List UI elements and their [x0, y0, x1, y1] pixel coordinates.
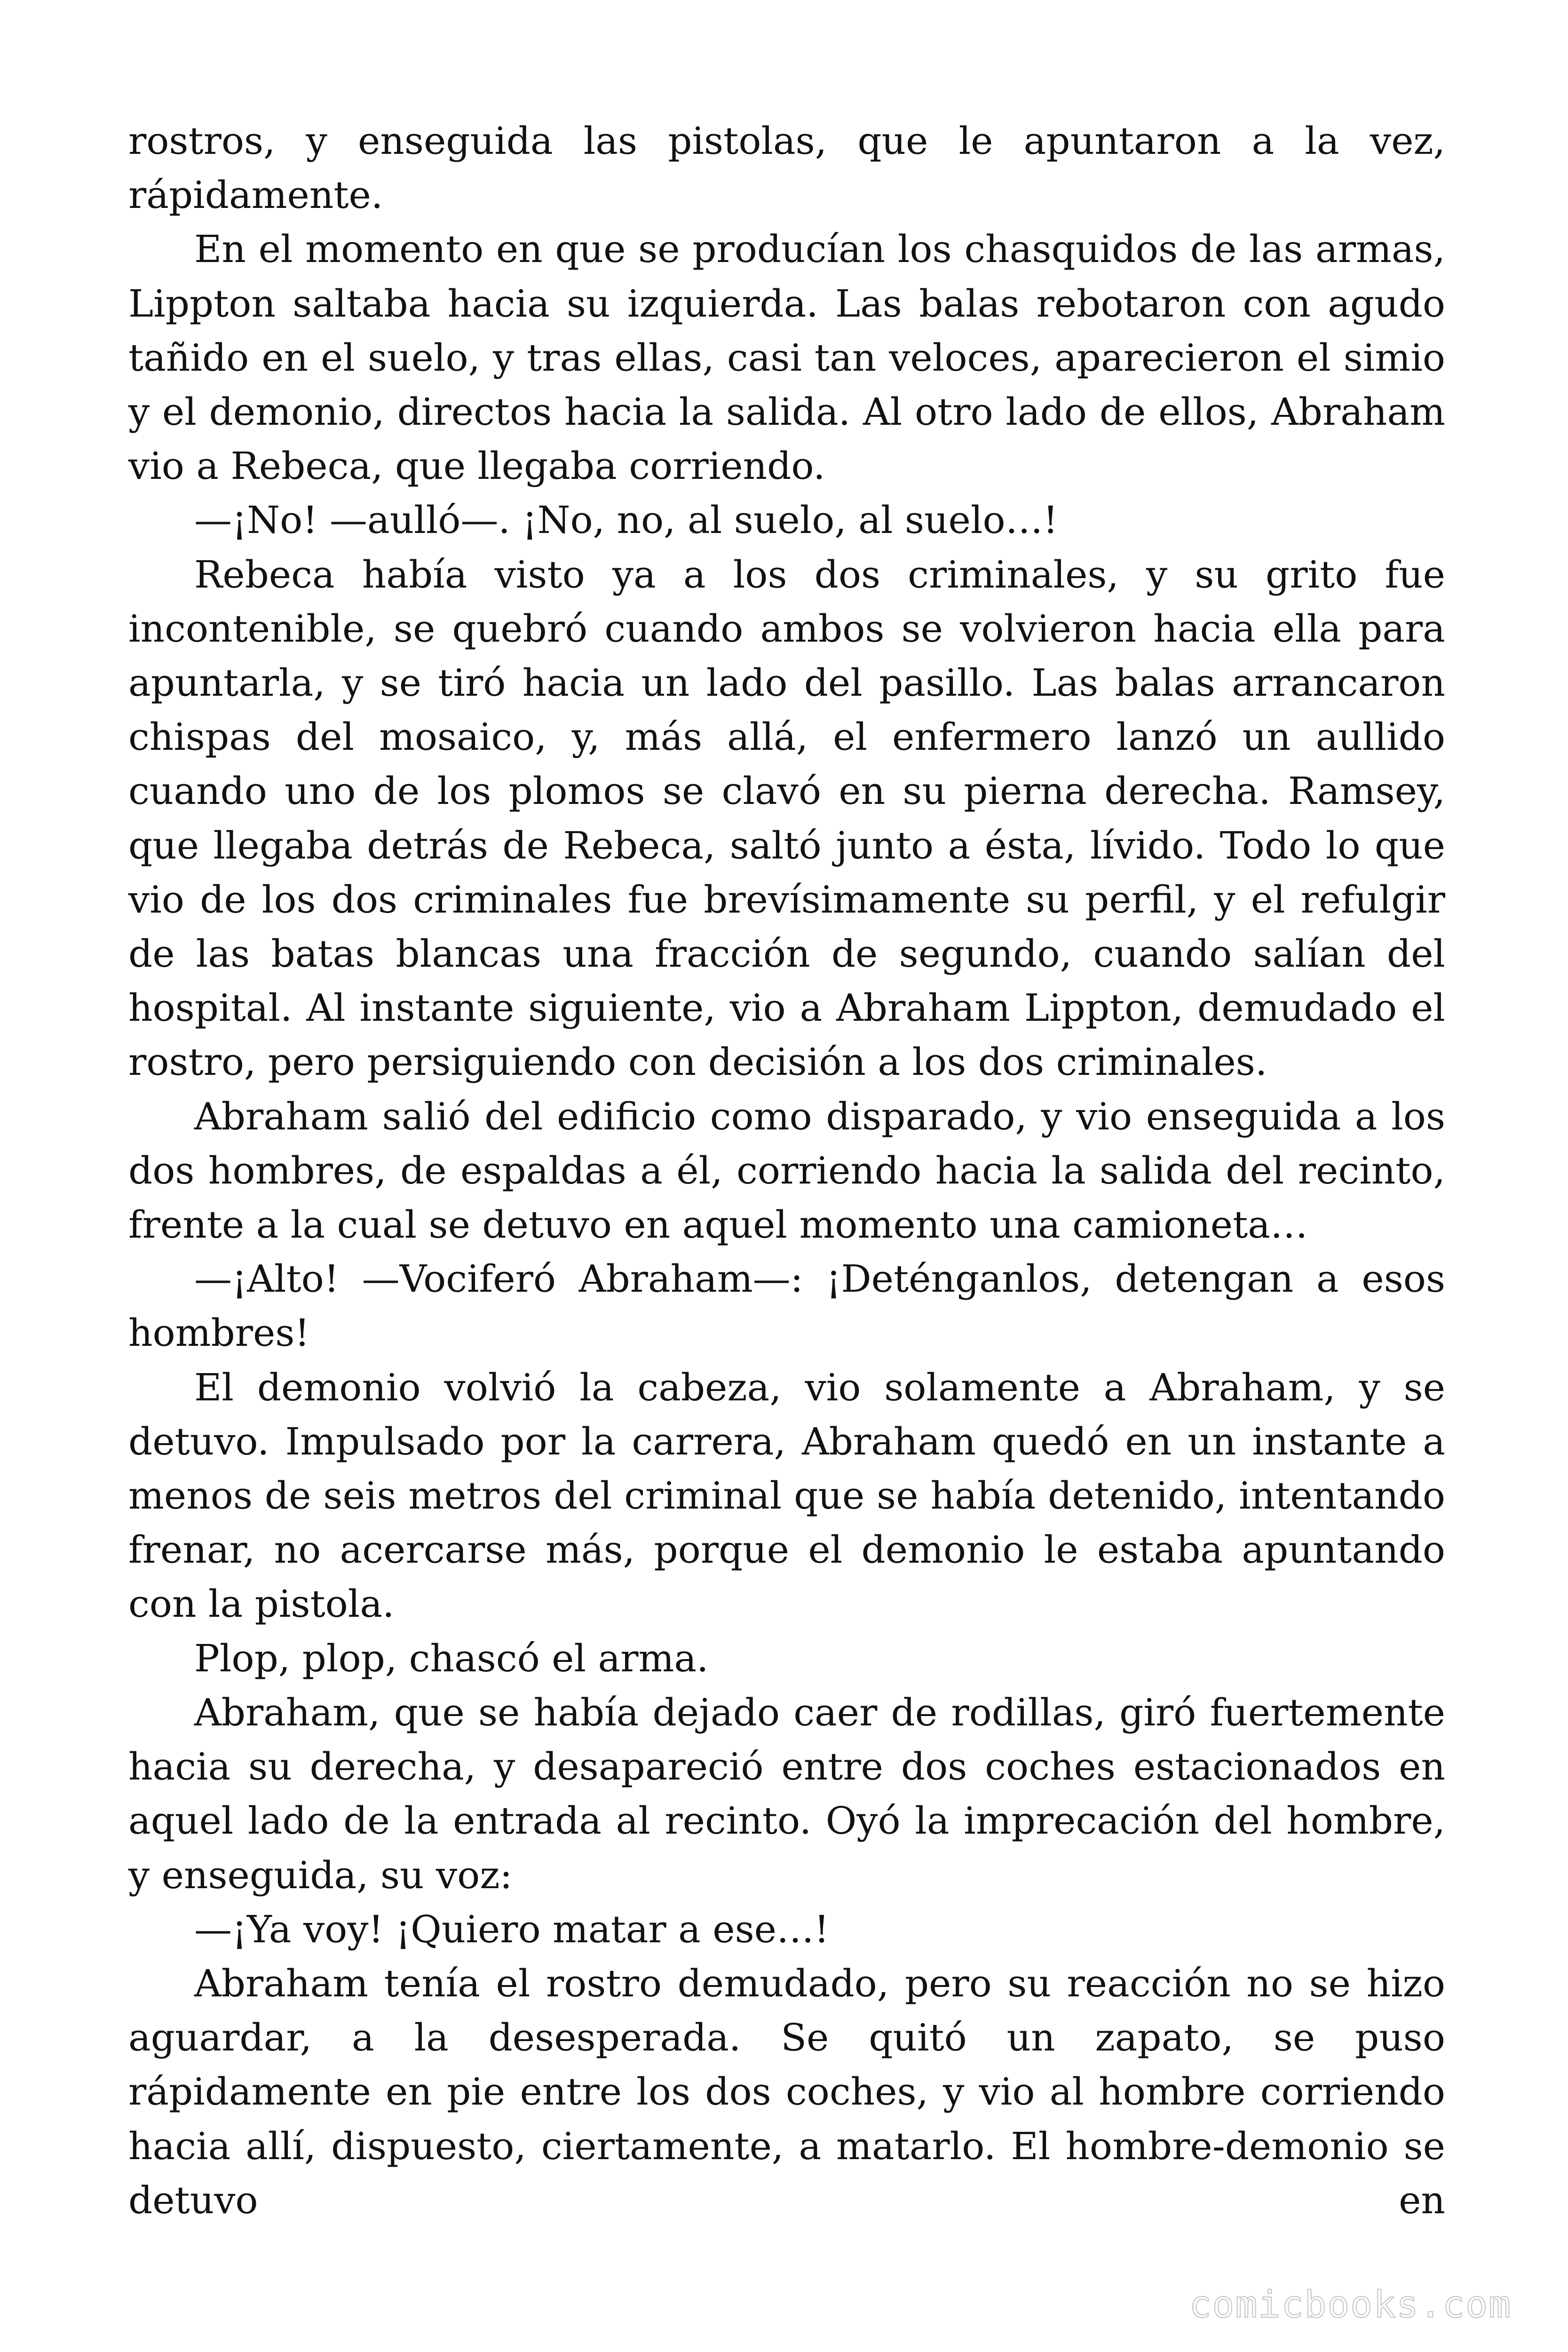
paragraph-9: Abraham, que se había dejado caer de rodillas, giró fuertemente hacia su derecha, y desapareció entre dos coches estacionados en aquel lado de la entrada al recinto. Oyó la imprecación del hombre, y enseguida, su voz:: [128, 1690, 1445, 1897]
paragraph-2: En el momento en que se producían los chasquidos de las armas, Lippton saltaba hacia su izquierda. Las balas rebotaron con agudo tañido en el suelo, y tras ellas, casi tan veloces, aparecieron el simio y el demonio, directos hacia la salida. Al otro lado de ellos, Abraham vio a Rebeca, que llegaba corriendo.: [128, 227, 1445, 488]
paragraph-6: —¡Alto! —Vociferó Abraham—: ¡Deténganlos, detengan a esos hombres!: [128, 1257, 1445, 1355]
body-text: [128, 114, 1445, 2227]
paragraph-11: Abraham tenía el rostro demudado, pero su reacción no se hizo aguardar, a la desesperada. Se quitó un zapato, se puso rápidamente en pie entre los dos coches, y vio al hombre corriendo hacia allí, dispuesto, ciertamente, a matarlo. El hombre-demonio se detuvo en: [128, 1961, 1445, 2222]
paragraph-4: Rebeca había visto ya a los dos criminales, y su grito fue incontenible, se quebró cuando ambos se volvieron hacia ella para apuntarla, y se tiró hacia un lado del pasillo. Las balas arrancaron chispas del mosaico, y, más allá, el enfermero lanzó un aullido cuando uno de los plomos se clavó en su pierna derecha. Ramsey, que llegaba detrás de Rebeca, saltó junto a ésta, lívido. Todo lo que vio de los dos criminales fue brevísimamente su perfil, y el refulgir de las batas blancas una fracción de segundo, cuando salían del hospital. Al instante siguiente, vio a Abraham Lippton, demudado el rostro, pero persiguiendo con decisión a los dos criminales.: [128, 552, 1445, 1084]
paragraph-8: Plop, plop, chascó el arma.: [194, 1636, 709, 1680]
paragraph-3: —¡No! —aulló—. ¡No, no, al suelo, al suelo…!: [194, 498, 1058, 542]
paragraph-1: rostros, y enseguida las pistolas, que le apuntaron a la vez, rápidamente.: [128, 119, 1445, 217]
paragraph-10: —¡Ya voy! ¡Quiero matar a ese…!: [194, 1907, 830, 1951]
paragraph-7: El demonio volvió la cabeza, vio solamente a Abraham, y se detuvo. Impulsado por la carrera, Abraham quedó en un instante a menos de seis metros del criminal que se había detenido, intentando frenar, no acercarse más, porque el demonio le estaba apuntando con la pistola.: [128, 1365, 1445, 1626]
watermark-logo: comicbooks.com: [1189, 2284, 1512, 2326]
paragraph-5: Abraham salió del edificio como disparado, y vio enseguida a los dos hombres, de espaldas a él, corriendo hacia la salida del recinto, frente a la cual se detuvo en aquel momento una camioneta…: [128, 1094, 1445, 1247]
